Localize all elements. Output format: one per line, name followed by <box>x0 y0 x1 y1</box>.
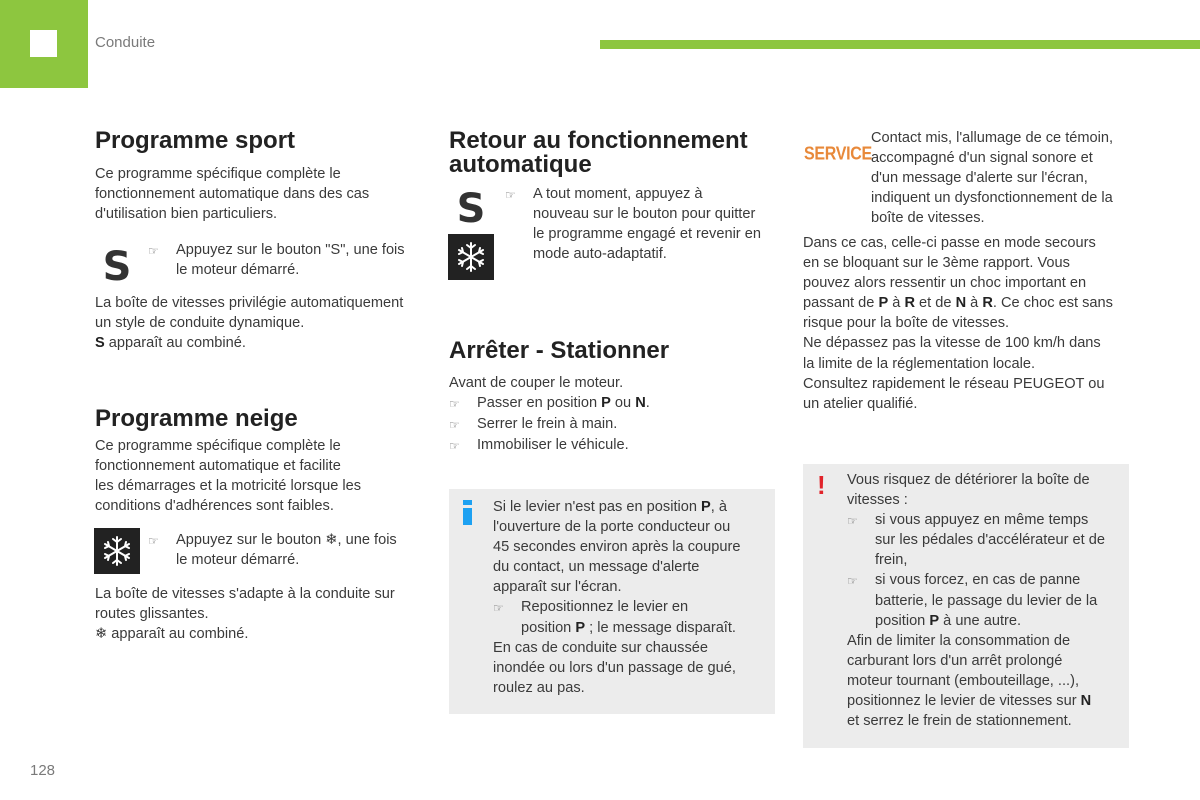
bold-letter: R <box>904 295 915 312</box>
text-line: Repositionnez le levier en <box>521 599 689 616</box>
text-line: A tout moment, appuyez à <box>533 186 703 202</box>
hand-pointer-icon: ☞ <box>449 439 460 454</box>
heading-arreter-stationner: Arrêter - Stationner <box>449 337 670 364</box>
bold-letter: P <box>701 499 711 515</box>
list-item <box>449 414 779 435</box>
hand-pointer-icon: ☞ <box>493 601 504 616</box>
section-title: Conduite <box>95 34 156 51</box>
sport-intro <box>95 164 425 224</box>
text-line: Ne dépassez pas la vitesse de 100 km/h dans <box>803 335 1101 352</box>
text-line: moteur tournant (embouteillage, ...), <box>847 672 1079 689</box>
text-run: . <box>645 395 650 412</box>
list-item <box>847 570 1125 630</box>
text-line: la limite de la réglementation locale. <box>803 355 1036 372</box>
text-line: Afin de limiter la consommation de <box>847 632 1071 649</box>
text-line: Dans ce cas, celle-ci passe en mode secours <box>803 235 1096 251</box>
bold-letter: N <box>955 295 967 312</box>
text-line: Consultez rapidement le réseau PEUGEOT ou <box>803 375 1105 392</box>
text-line: routes glissantes. <box>95 606 209 623</box>
text-line <box>875 611 1097 631</box>
header-bar <box>600 40 1200 49</box>
service-text <box>871 128 1161 228</box>
sport-bullet <box>148 240 428 280</box>
text-line: risque pour la boîte de vitesses. <box>803 315 1010 332</box>
text-line: 45 secondes environ après la coupure <box>493 539 741 556</box>
text-line: d'utilisation bien particuliers. <box>95 206 278 223</box>
text-line: boîte de vitesses. <box>871 210 985 227</box>
text-line: le moteur démarré. <box>176 552 300 569</box>
text-line: carburant lors d'un arrêt prolongé <box>847 652 1063 669</box>
text-line <box>493 497 768 517</box>
page-number: 128 <box>30 762 56 779</box>
heading-retour-auto <box>449 129 748 177</box>
hand-pointer-icon: ☞ <box>148 534 159 548</box>
text-line: un atelier qualifié. <box>803 395 918 412</box>
text-line: inondée ou lors d'un passage de gué, <box>493 659 736 676</box>
heading-line: Retour au fonctionnement <box>449 127 748 154</box>
text-line: sur les pédales d'accélérateur et de <box>875 532 1105 549</box>
text-line: le programme engagé et revenir en <box>533 226 761 243</box>
text-line: les démarrages et la motricité lorsque les <box>95 478 362 495</box>
text-line: frein, <box>875 552 908 569</box>
info-icon <box>463 500 472 525</box>
text-line: En cas de conduite sur chaussée <box>493 639 708 656</box>
hand-pointer-icon: ☞ <box>505 188 516 202</box>
service-warning-light-icon: SERVICE <box>804 144 872 165</box>
text-run: . Ce choc est sans <box>992 295 1113 312</box>
text-line: conditions d'adhérences sont faibles. <box>95 498 334 515</box>
list-item <box>449 435 779 456</box>
text-line: fonctionnement automatique et facilite <box>95 458 341 475</box>
list-item <box>493 597 768 637</box>
text-run: ou <box>610 395 636 412</box>
text-run: Immobiliser le véhicule. <box>477 437 629 454</box>
text-line: Appuyez sur le bouton "S", une fois <box>176 242 405 258</box>
list-item <box>449 393 779 414</box>
neige-intro <box>95 436 430 516</box>
bold-letter: S <box>95 335 105 352</box>
hand-pointer-icon: ☞ <box>449 397 460 412</box>
heading-programme-sport: Programme sport <box>95 127 296 154</box>
retour-bullet <box>505 184 785 264</box>
snowflake-button-icon <box>94 528 140 574</box>
bold-letter: P <box>878 295 889 312</box>
text-line: le moteur démarré. <box>176 262 300 279</box>
text-run: ; le message disparaît. <box>585 619 736 636</box>
text-run: à <box>888 295 905 312</box>
text-line: un style de conduite dynamique. <box>95 315 305 332</box>
text-line: roulez au pas. <box>493 679 585 696</box>
text-run: Si le levier n'est pas en position <box>493 499 702 515</box>
text-line: vitesses : <box>847 492 908 509</box>
info-text <box>493 497 768 698</box>
text-line <box>803 293 1148 313</box>
text-line: du contact, un message d'alerte <box>493 559 700 576</box>
text-run: à <box>966 295 983 312</box>
service-body <box>803 233 1148 414</box>
text-run: Serrer le frein à main. <box>477 416 618 433</box>
text-line: La boîte de vitesses s'adapte à la conduite sur <box>95 586 395 602</box>
arreter-body <box>449 373 779 456</box>
list-item <box>847 510 1125 570</box>
text-line: l'ouverture de la porte conducteur ou <box>493 519 731 536</box>
text-line: nouveau sur le bouton pour quitter <box>533 206 756 223</box>
text-line: Ce programme spécifique complète le <box>95 166 341 182</box>
text-run: apparaît au combiné. <box>104 335 246 352</box>
text-line: Avant de couper le moteur. <box>449 375 624 391</box>
text-line: Vous risquez de détériorer la boîte de <box>847 472 1090 488</box>
hand-pointer-icon: ☞ <box>847 574 858 589</box>
text-run: positionnez le levier de vitesses sur <box>847 693 1081 710</box>
bold-letter: P <box>575 619 586 636</box>
text-line: indiquent un dysfonctionnement de la <box>871 190 1113 207</box>
text-line: si vous forcez, en cas de panne <box>875 572 1081 589</box>
text-line: accompagné d'un signal sonore et <box>871 150 1093 167</box>
chapter-tab <box>0 0 88 88</box>
warning-exclamation-icon: ! <box>817 470 826 500</box>
text-line: La boîte de vitesses privilégie automatiquement <box>95 295 404 311</box>
text-run: position <box>521 619 576 636</box>
text-line: Contact mis, l'allumage de ce témoin, <box>871 130 1114 146</box>
chapter-square-icon <box>30 30 57 57</box>
text-line: apparaît sur l'écran. <box>493 579 622 596</box>
neige-body <box>95 584 430 644</box>
bold-letter: N <box>635 395 646 412</box>
text-run: à une autre. <box>939 612 1022 629</box>
bold-letter: R <box>982 295 993 312</box>
text-line: pouvez alors ressentir un choc important en <box>803 275 1087 292</box>
warning-text <box>847 470 1125 731</box>
bold-letter: P <box>929 612 940 629</box>
text-run: Passer en position <box>477 395 602 412</box>
text-line: ❄ apparaît au combiné. <box>95 626 249 643</box>
text-line: Ce programme spécifique complète le <box>95 438 341 454</box>
text-line: mode auto-adaptatif. <box>533 246 667 263</box>
text-run: passant de <box>803 295 879 312</box>
retour-snowflake-button-icon <box>448 234 494 280</box>
hand-pointer-icon: ☞ <box>449 418 460 433</box>
bold-letter: P <box>601 395 611 412</box>
text-line <box>847 691 1125 711</box>
neige-bullet <box>148 530 428 570</box>
text-line <box>95 333 430 353</box>
text-run: position <box>875 612 930 629</box>
hand-pointer-icon: ☞ <box>148 244 159 258</box>
sport-s-button-icon: S <box>102 244 132 290</box>
text-line: batterie, le passage du levier de la <box>875 592 1098 609</box>
text-run: , à <box>710 499 727 515</box>
text-line: Appuyez sur le bouton ❄, une fois <box>176 532 397 548</box>
hand-pointer-icon: ☞ <box>847 514 858 529</box>
sport-body <box>95 293 430 353</box>
retour-s-button-icon: S <box>456 186 486 232</box>
bold-letter: N <box>1080 693 1092 710</box>
text-line <box>521 618 736 638</box>
heading-line: automatique <box>449 151 592 178</box>
text-line: et serrez le frein de stationnement. <box>847 713 1072 730</box>
text-line: si vous appuyez en même temps <box>875 512 1089 529</box>
text-run: et de <box>914 295 956 312</box>
text-line: fonctionnement automatique dans des cas <box>95 186 370 203</box>
text-line: en se bloquant sur le 3ème rapport. Vous <box>803 255 1070 272</box>
heading-programme-neige: Programme neige <box>95 405 298 432</box>
text-line: d'un message d'alerte sur l'écran, <box>871 170 1088 187</box>
